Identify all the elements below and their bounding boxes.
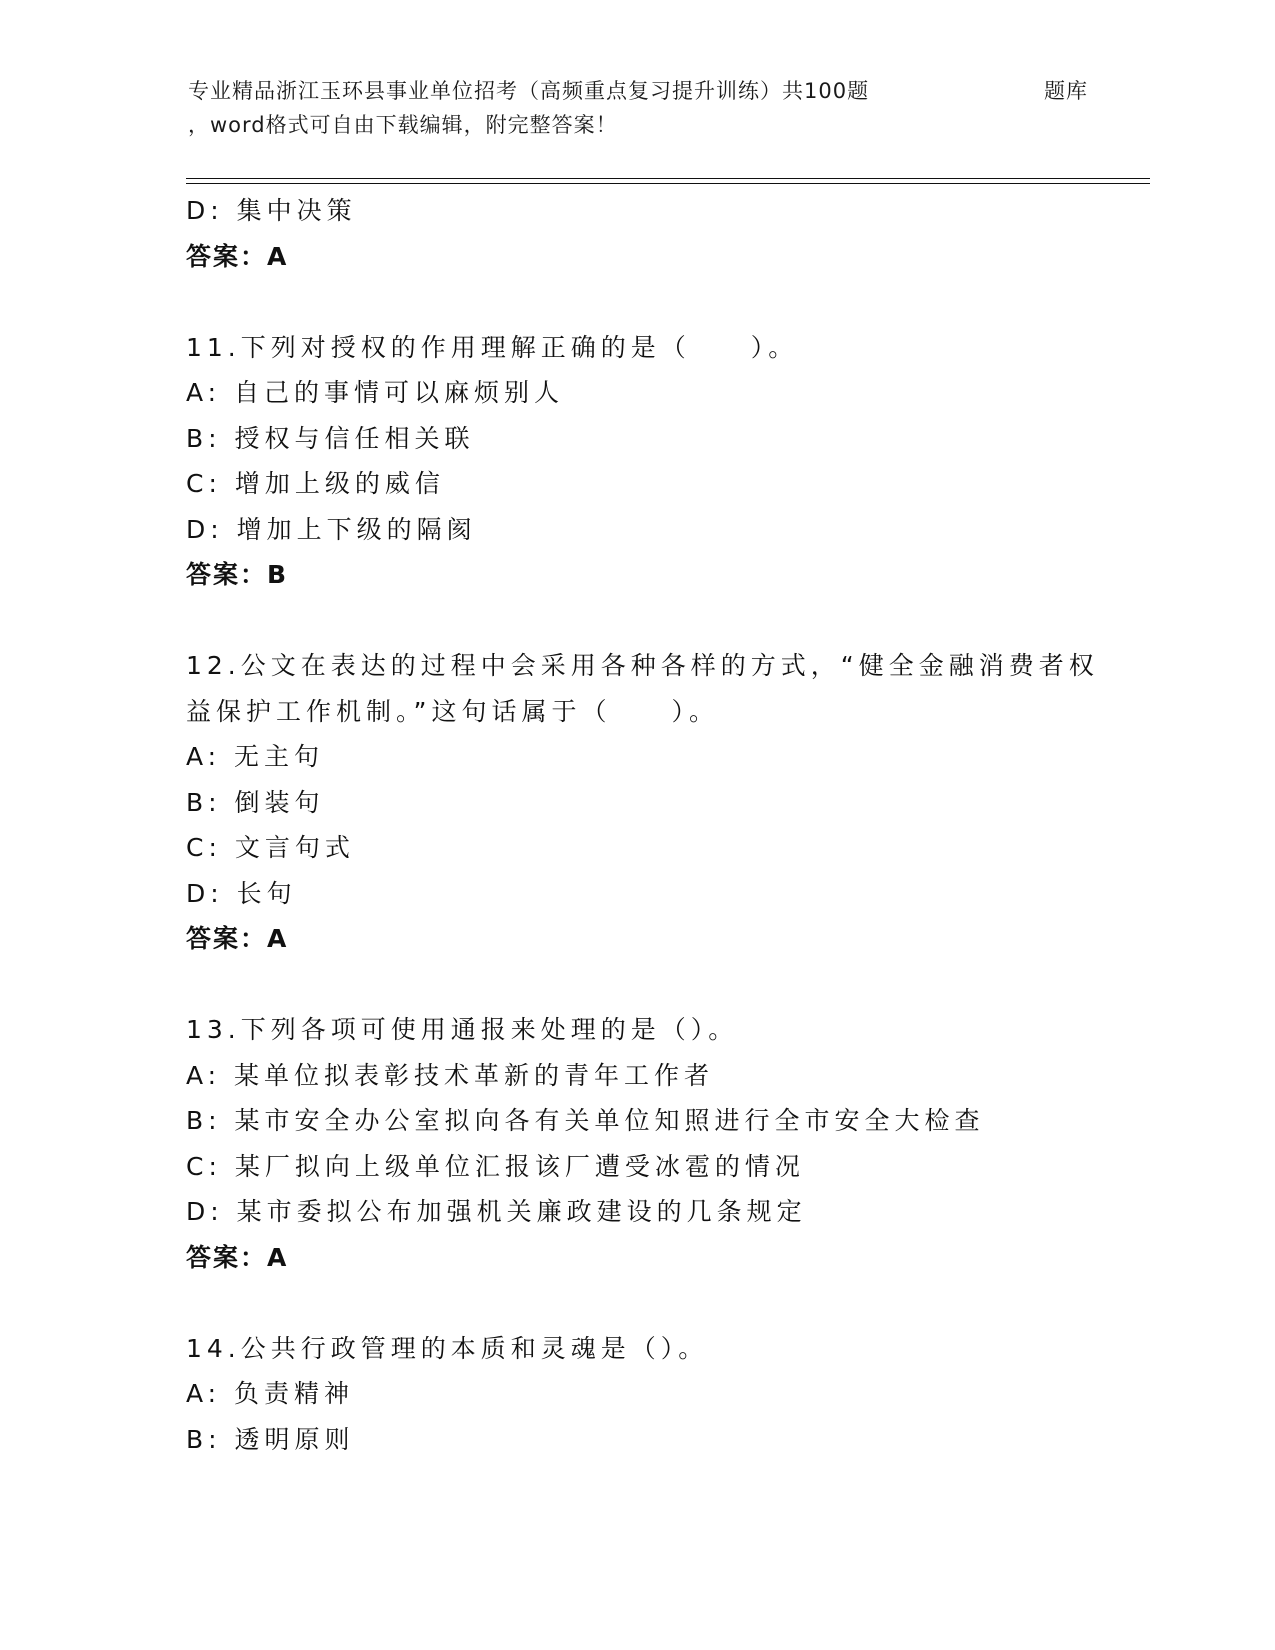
option-b: B: 授权与信任相关联 (186, 423, 475, 453)
answer-line: 答案：A (186, 241, 289, 271)
spacer (186, 598, 1086, 644)
question-stem: 13.下列各项可使用通报来处理的是（）。 (186, 1015, 739, 1044)
question-block-10 (186, 188, 1086, 279)
document-subtitle: ，word格式可自由下载编辑，附完整答案！ (188, 113, 618, 137)
option-a: A: 某单位拟表彰技术革新的青年工作者 (186, 1060, 715, 1090)
question-block-11 (186, 325, 1086, 598)
answer-line: 答案：A (186, 1242, 289, 1272)
question-list (186, 188, 1099, 1462)
header-divider-top (186, 178, 1150, 179)
spacer (186, 962, 1086, 1008)
option-d: D: 集中决策 (186, 196, 357, 225)
option-d: D: 增加上下级的隔阂 (186, 514, 477, 544)
question-stem-line1: 12.公文在表达的过程中会采用各种各样的方式，“健全金融消费者权 (186, 651, 1099, 680)
document-tag: 题库 (1044, 79, 1088, 103)
option-b: B: 倒装句 (186, 787, 325, 817)
option-a: A: 负责精神 (186, 1379, 355, 1408)
question-stem-line2: 益保护工作机制。”这句话属于（ ）。 (186, 696, 719, 726)
spacer (186, 279, 1086, 325)
header-divider-bottom (186, 183, 1150, 184)
option-d: D: 某市委拟公布加强机关廉政建设的几条规定 (186, 1197, 807, 1226)
option-c: C: 文言句式 (186, 833, 355, 862)
question-block-14 (186, 1326, 1086, 1463)
question-block-13 (186, 1007, 1086, 1280)
question-stem: 14.公共行政管理的本质和灵魂是（）。 (186, 1333, 709, 1363)
header-line (188, 74, 1088, 108)
option-d: D: 长句 (186, 878, 297, 908)
option-c: C: 某厂拟向上级单位汇报该厂遭受冰雹的情况 (186, 1151, 805, 1181)
option-b: B: 透明原则 (186, 1424, 355, 1454)
option-c: C: 增加上级的威信 (186, 469, 445, 498)
document-title: 专业精品浙江玉环县事业单位招考（高频重点复习提升训练）共100题 (188, 79, 870, 103)
page-header (188, 74, 1088, 142)
question-stem: 11.下列对授权的作用理解正确的是（ ）。 (186, 332, 799, 362)
option-a: A: 自己的事情可以麻烦别人 (186, 378, 565, 407)
answer-line: 答案：A (186, 924, 289, 953)
option-b: B: 某市安全办公室拟向各有关单位知照进行全市安全大检查 (186, 1106, 985, 1135)
question-block-12 (186, 643, 1099, 962)
answer-line: 答案：B (186, 560, 289, 589)
spacer (186, 1280, 1086, 1326)
option-a: A: 无主句 (186, 742, 325, 771)
